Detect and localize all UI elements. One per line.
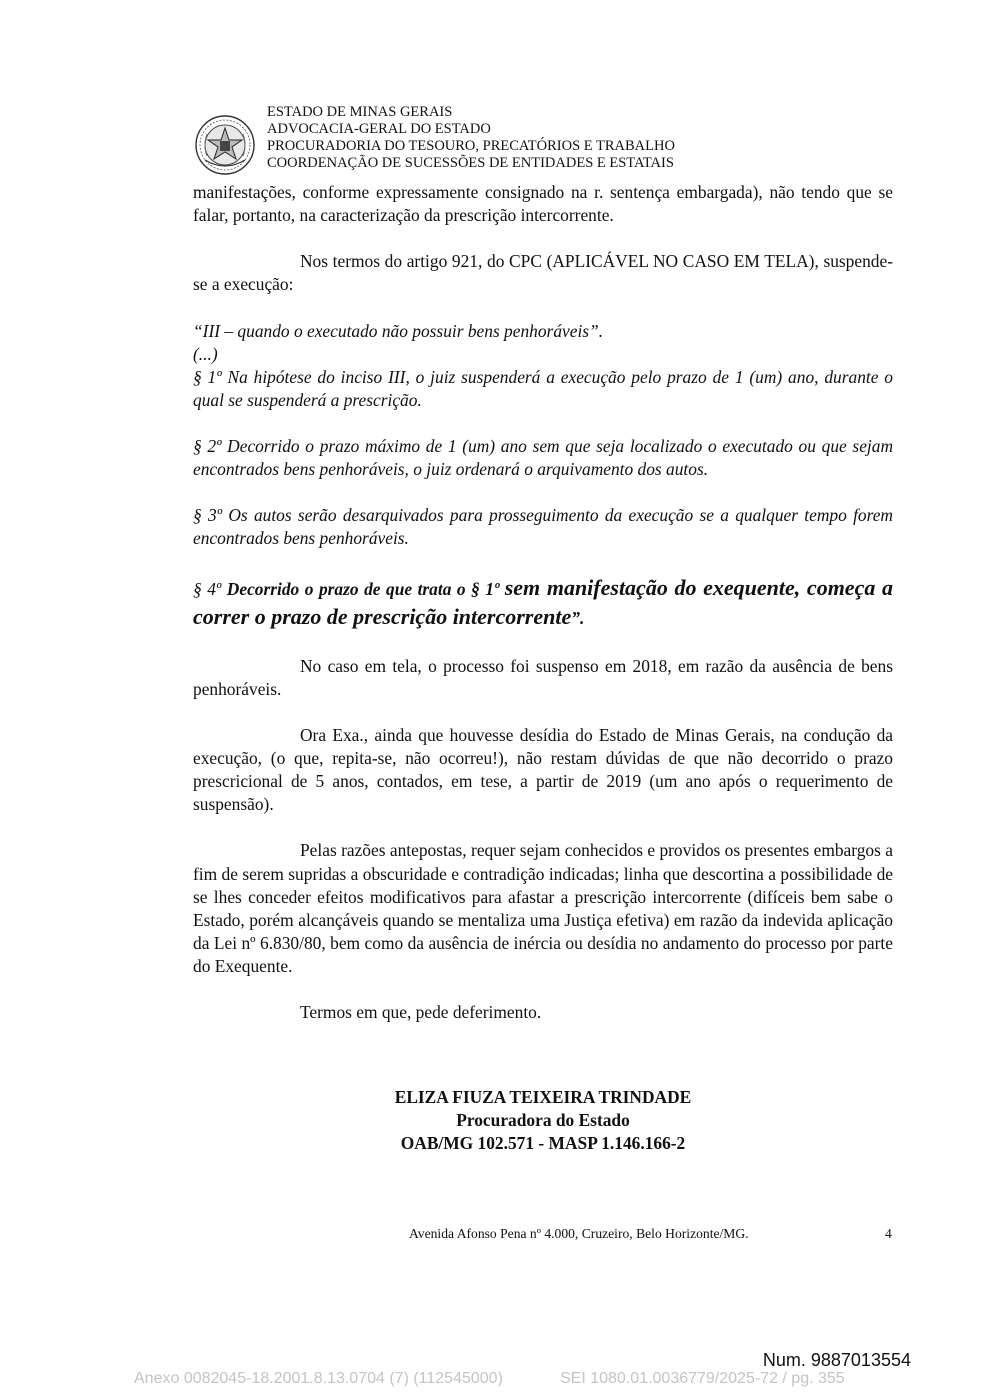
paragraph-conclusion: Pelas razões antepostas, requer sejam conhecidos e providos os presentes embargos a fim de serem supridas a obscuridade e contradição indicadas; linha que descortina a possibilidade de se lhes conceder efeitos modificativos para afastar a prescrição intercorrente (difíceis bem sabe o Estado, porém alcançáveis quando se mentaliza uma Justiça efetiva) em razão da indevida aplicação da Lei nº 6.830/80, bem como da ausência de inércia ou desídia no andamento do processo por parte do Exequente. (193, 840, 893, 976)
signatory-name: ELIZA FIUZA TEIXEIRA TRINDADE (394, 1087, 692, 1107)
quote-paragraph-3: § 3º Os autos serão desarquivados para prosseguimento da execução se a qualquer tempo forem encontrados bens penhoráveis. (193, 505, 893, 549)
quote-paragraph-1: § 1º Na hipótese do inciso III, o juiz suspenderá a execução pelo prazo de 1 (um) ano, durante o qual se suspenderá a prescrição. (193, 366, 893, 410)
header-line-state: ESTADO DE MINAS GERAIS (267, 104, 453, 120)
signatory-title: Procuradora do Estado (456, 1110, 630, 1130)
header-line-procuradoria: PROCURADORIA DO TESOURO, PRECATÓRIOS E TRABALHO (267, 138, 675, 154)
footer-address: Avenida Afonso Pena nº 4.000, Cruzeiro, Belo Horizonte/MG. (409, 1226, 749, 1241)
quote-ellipsis: (...) (193, 343, 218, 364)
signature-block (193, 1086, 893, 1155)
paragraph-ora-exa: Ora Exa., ainda que houvesse desídia do Estado de Minas Gerais, na condução da execução, (o que, repita-se, não ocorreu!), não restam dúvidas de que não decorrido o prazo prescricional de 5 anos, contados, em tese, a partir de 2019 (um ano após o requerimento de suspensão). (193, 724, 893, 815)
signatory-registration: OAB/MG 102.571 - MASP 1.146.166-2 (400, 1133, 686, 1153)
annex-stamp: Anexo 0082045-18.2001.8.13.0704 (7) (112545000) (134, 1370, 503, 1387)
letterhead (193, 104, 793, 176)
quote-paragraph-4-prefix: § 4º (193, 578, 227, 599)
paragraph-case-suspended: No caso em tela, o processo foi suspenso em 2018, em razão da ausência de bens penhoráveis. (193, 655, 893, 699)
sei-stamp: SEI 1080.01.0036779/2025-72 / pg. 355 (560, 1370, 845, 1387)
coat-of-arms-icon (193, 114, 257, 176)
header-line-agency: ADVOCACIA-GERAL DO ESTADO (267, 121, 491, 137)
quote-paragraph-4-emphasis: sem manifestação do exequente, começa a correr o prazo de prescrição intercorrente (193, 574, 893, 629)
paragraph-continuation: manifestações, conforme expressamente consignado na r. sentença embargada), não tendo que se falar, portanto, na caracterização da prescrição intercorrente. (193, 182, 893, 226)
paragraph-article-921: Nos termos do artigo 921, do CPC (APLICÁVEL NO CASO EM TELA), suspende-se a execução: (193, 251, 893, 295)
quote-paragraph-2: § 2º Decorrido o prazo máximo de 1 (um) ano sem que seja localizado o executado ou que sejam encontrados bens penhoráveis, o juiz ordenará o arquivamento dos autos. (193, 436, 893, 480)
header-line-coordenacao: COORDENAÇÃO DE SUCESSÕES DE ENTIDADES E ESTATAIS (267, 155, 674, 171)
quote-paragraph-4-suffix: ”. (571, 607, 585, 628)
letterhead-text (267, 104, 675, 172)
quote-paragraph-4 (193, 574, 893, 632)
page-number: 4 (885, 1226, 892, 1241)
quote-paragraph-4-lead: Decorrido o prazo de que trata o § 1º (226, 578, 505, 599)
document-number: Num. 9887013554 (762, 1350, 911, 1370)
document-body (193, 181, 893, 1024)
quote-inciso-iii: “III – quando o executado não possuir bens penhoráveis”. (193, 320, 604, 341)
paragraph-closing: Termos em que, pede deferimento. (300, 1002, 542, 1023)
